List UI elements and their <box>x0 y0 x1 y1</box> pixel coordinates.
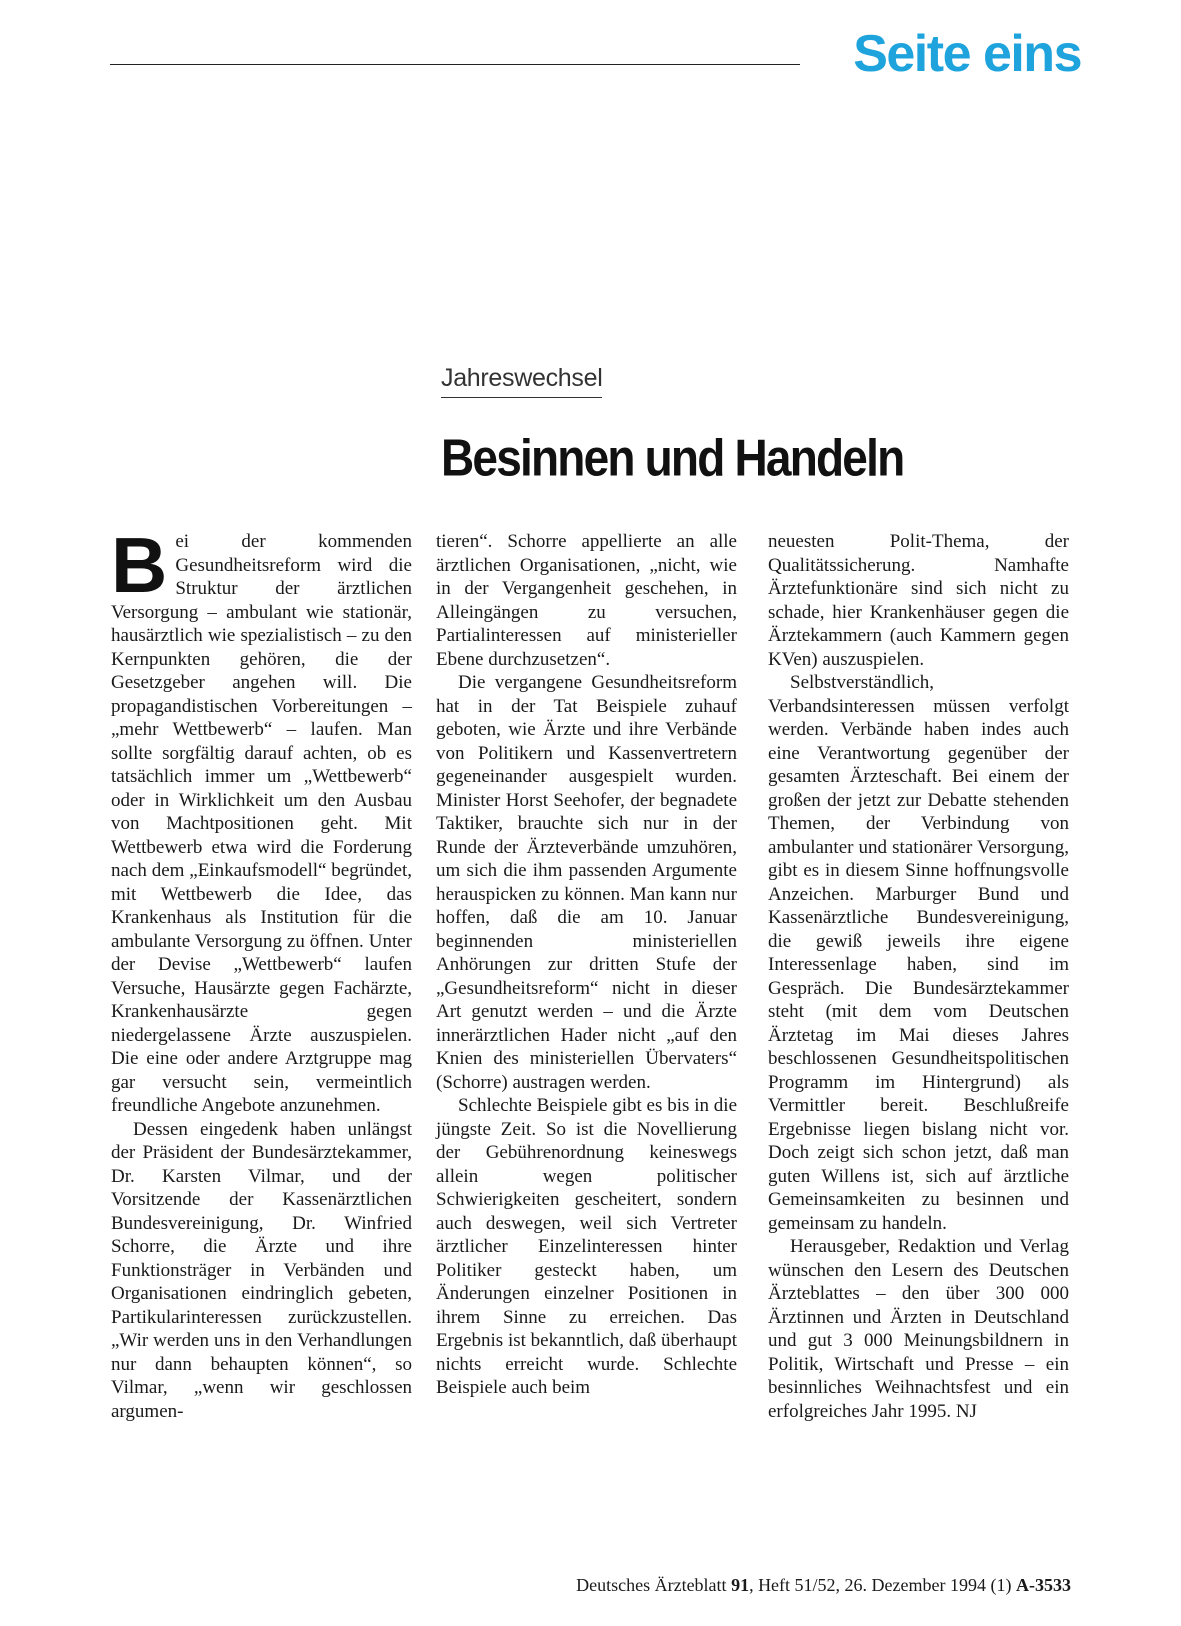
article-paragraph: tieren“. Schorre appellierte an alle ärztlichen Organisationen, „nicht, wie in der Vergangenheit geschehen, in Alleingängen zu versuchen, Partialinteressen auf ministerieller Ebene durchzusetzen“. <box>436 531 737 670</box>
article-paragraph: Dessen eingedenk haben unlängst der Präsident der Bundesärztekammer, Dr. Karsten Vilmar, und der Vorsitzende der Kassenärztlichen Bundesvereinigung, Dr. Winfried Schorre, die Ärzte und ihre Funktionsträger in Verbänden und Organisationen eindringlich gebeten, Partikularinteressen zurückzustellen. „Wir werden uns in den Verhandlungen nur dann behaupten können“, so Vilmar, „wenn wir geschlossen argumen- <box>111 1118 412 1422</box>
section-label: Seite eins <box>853 25 1081 83</box>
publication-name: Deutsches Ärzteblatt <box>576 1575 727 1595</box>
article-column-1 <box>111 521 412 1423</box>
volume-number: 91 <box>731 1575 750 1595</box>
article-kicker: Jahreswechsel <box>441 366 602 398</box>
header-rule <box>110 64 800 65</box>
article-headline: Besinnen und Handeln <box>441 428 904 487</box>
article-column-2 <box>436 530 737 1400</box>
article-column-3 <box>768 530 1069 1423</box>
drop-cap: B <box>111 521 168 609</box>
article-paragraph: Schlechte Beispiele gibt es bis in die jüngste Zeit. So ist die Novellierung der Gebührenordnung keineswegs allein wegen politischer Schwierigkeiten gescheitert, sondern auch deswegen, weil sich Vertreter ärztlicher Einzelinteressen hinter Politiker gesteckt haben, um Änderungen einzelner Positionen in ihrem Sinne zu erreichen. Das Ergebnis ist bekanntlich, daß überhaupt nichts erreicht wurde. Schlechte Beispiele auch beim <box>436 1095 737 1398</box>
article-paragraph: Herausgeber, Redaktion und Verlag wünschen den Lesern des Deutschen Ärzteblattes – den über 300 000 Ärztinnen und Ärzten in Deutschland und gut 3 000 Meinungsbildnern in Politik, Wirtschaft und Presse – ein besinnliches Weihnachtsfest und ein erfolgreiches Jahr 1995. NJ <box>768 1236 1069 1422</box>
issue-date: , Heft 51/52, 26. Dezember 1994 (1) <box>749 1575 1012 1595</box>
article-paragraph: Die vergangene Gesundheitsreform hat in der Tat Beispiele zuhauf geboten, wie Ärzte und ihre Verbände von Politikern und Kassenvertretern gegeneinander ausgespielt wurden. Minister Horst Seehofer, der begnadete Taktiker, brauchte sich nur in der Runde der Ärzteverbände umzuhören, um sich die ihm passenden Argumente herauspicken zu können. Man kann nur hoffen, daß die am 10. Januar beginnenden ministeriellen Anhörungen zur dritten Stufe der „Gesundheitsreform“ nicht in dieser Art genutzt werden – und die Ärzte innerärztlichen Hader nicht „auf den Knien des ministeriellen Übervaters“ (Schorre) austragen werden. <box>436 672 737 1093</box>
article-body <box>111 521 1071 1530</box>
page-footer <box>576 1575 1071 1596</box>
article-paragraph: Selbstverständlich, Verbandsinteressen müssen verfolgt werden. Verbände haben indes auch eine Verantwortung gegenüber der gesamten Ärzteschaft. Bei einem der großen der jetzt zur Debatte stehenden Themen, der Verbindung von ambulanter und stationärer Versorgung, gibt es in diesem Sinne hoffnungsvolle Anzeichen. Marburger Bund und Kassenärztliche Bundesvereinigung, die gewiß jeweils ihre eigene Interessenlage haben, sind im Gespräch. Die Bundesärztekammer steht (mit dem vom Deutschen Ärztetag im Mai dieses Jahres beschlossenen Gesundheitspolitischen Programm im Hintergrund) als Vermittler bereit. Beschlußreife Ergebnisse liegen bislang nicht vor. Doch zeigt sich schon jetzt, daß man guten Willens ist, sich auf ärztliche Gemeinsamkeiten zu besinnen und gemeinsam zu handeln. <box>768 672 1069 1234</box>
article-paragraph <box>111 521 412 1118</box>
paragraph-text: ei der kommenden Gesundheitsreform wird die Struktur der ärztlichen Versorgung – ambulant wie stationär, hausärztlich wie spezialistisch – zu den Kernpunkten gehören, die der Gesetzgeber angehen will. Die propagandistischen Vorbereitungen – „mehr Wettbewerb“ – laufen. Man sollte sorgfältig darauf achten, ob es tatsächlich immer um „Wettbewerb“ oder in Wirklichkeit um den Ausbau von Machtpositionen geht. Mit Wettbewerb etwa wird die Forderung nach dem „Einkaufsmodell“ begründet, mit Wettbewerb die Idee, das Krankenhaus als Institution für die ambulante Versorgung zu öffnen. Unter der Devise „Wettbewerb“ laufen Versuche, Hausärzte gegen Fachärzte, Krankenhausärzte gegen niedergelassene Ärzte auszuspielen. Die eine oder andere Arztgruppe mag gar versucht sein, vermeintlich freundliche Angebote anzunehmen. <box>111 531 412 1116</box>
page-number: A-3533 <box>1016 1575 1071 1595</box>
article-paragraph: neuesten Polit-Thema, der Qualitätssicherung. Namhafte Ärztefunktionäre sind sich nicht zu schade, hier Krankenhäuser gegen die Ärztekammern (auch Kammern gegen KVen) auszuspielen. <box>768 531 1069 670</box>
